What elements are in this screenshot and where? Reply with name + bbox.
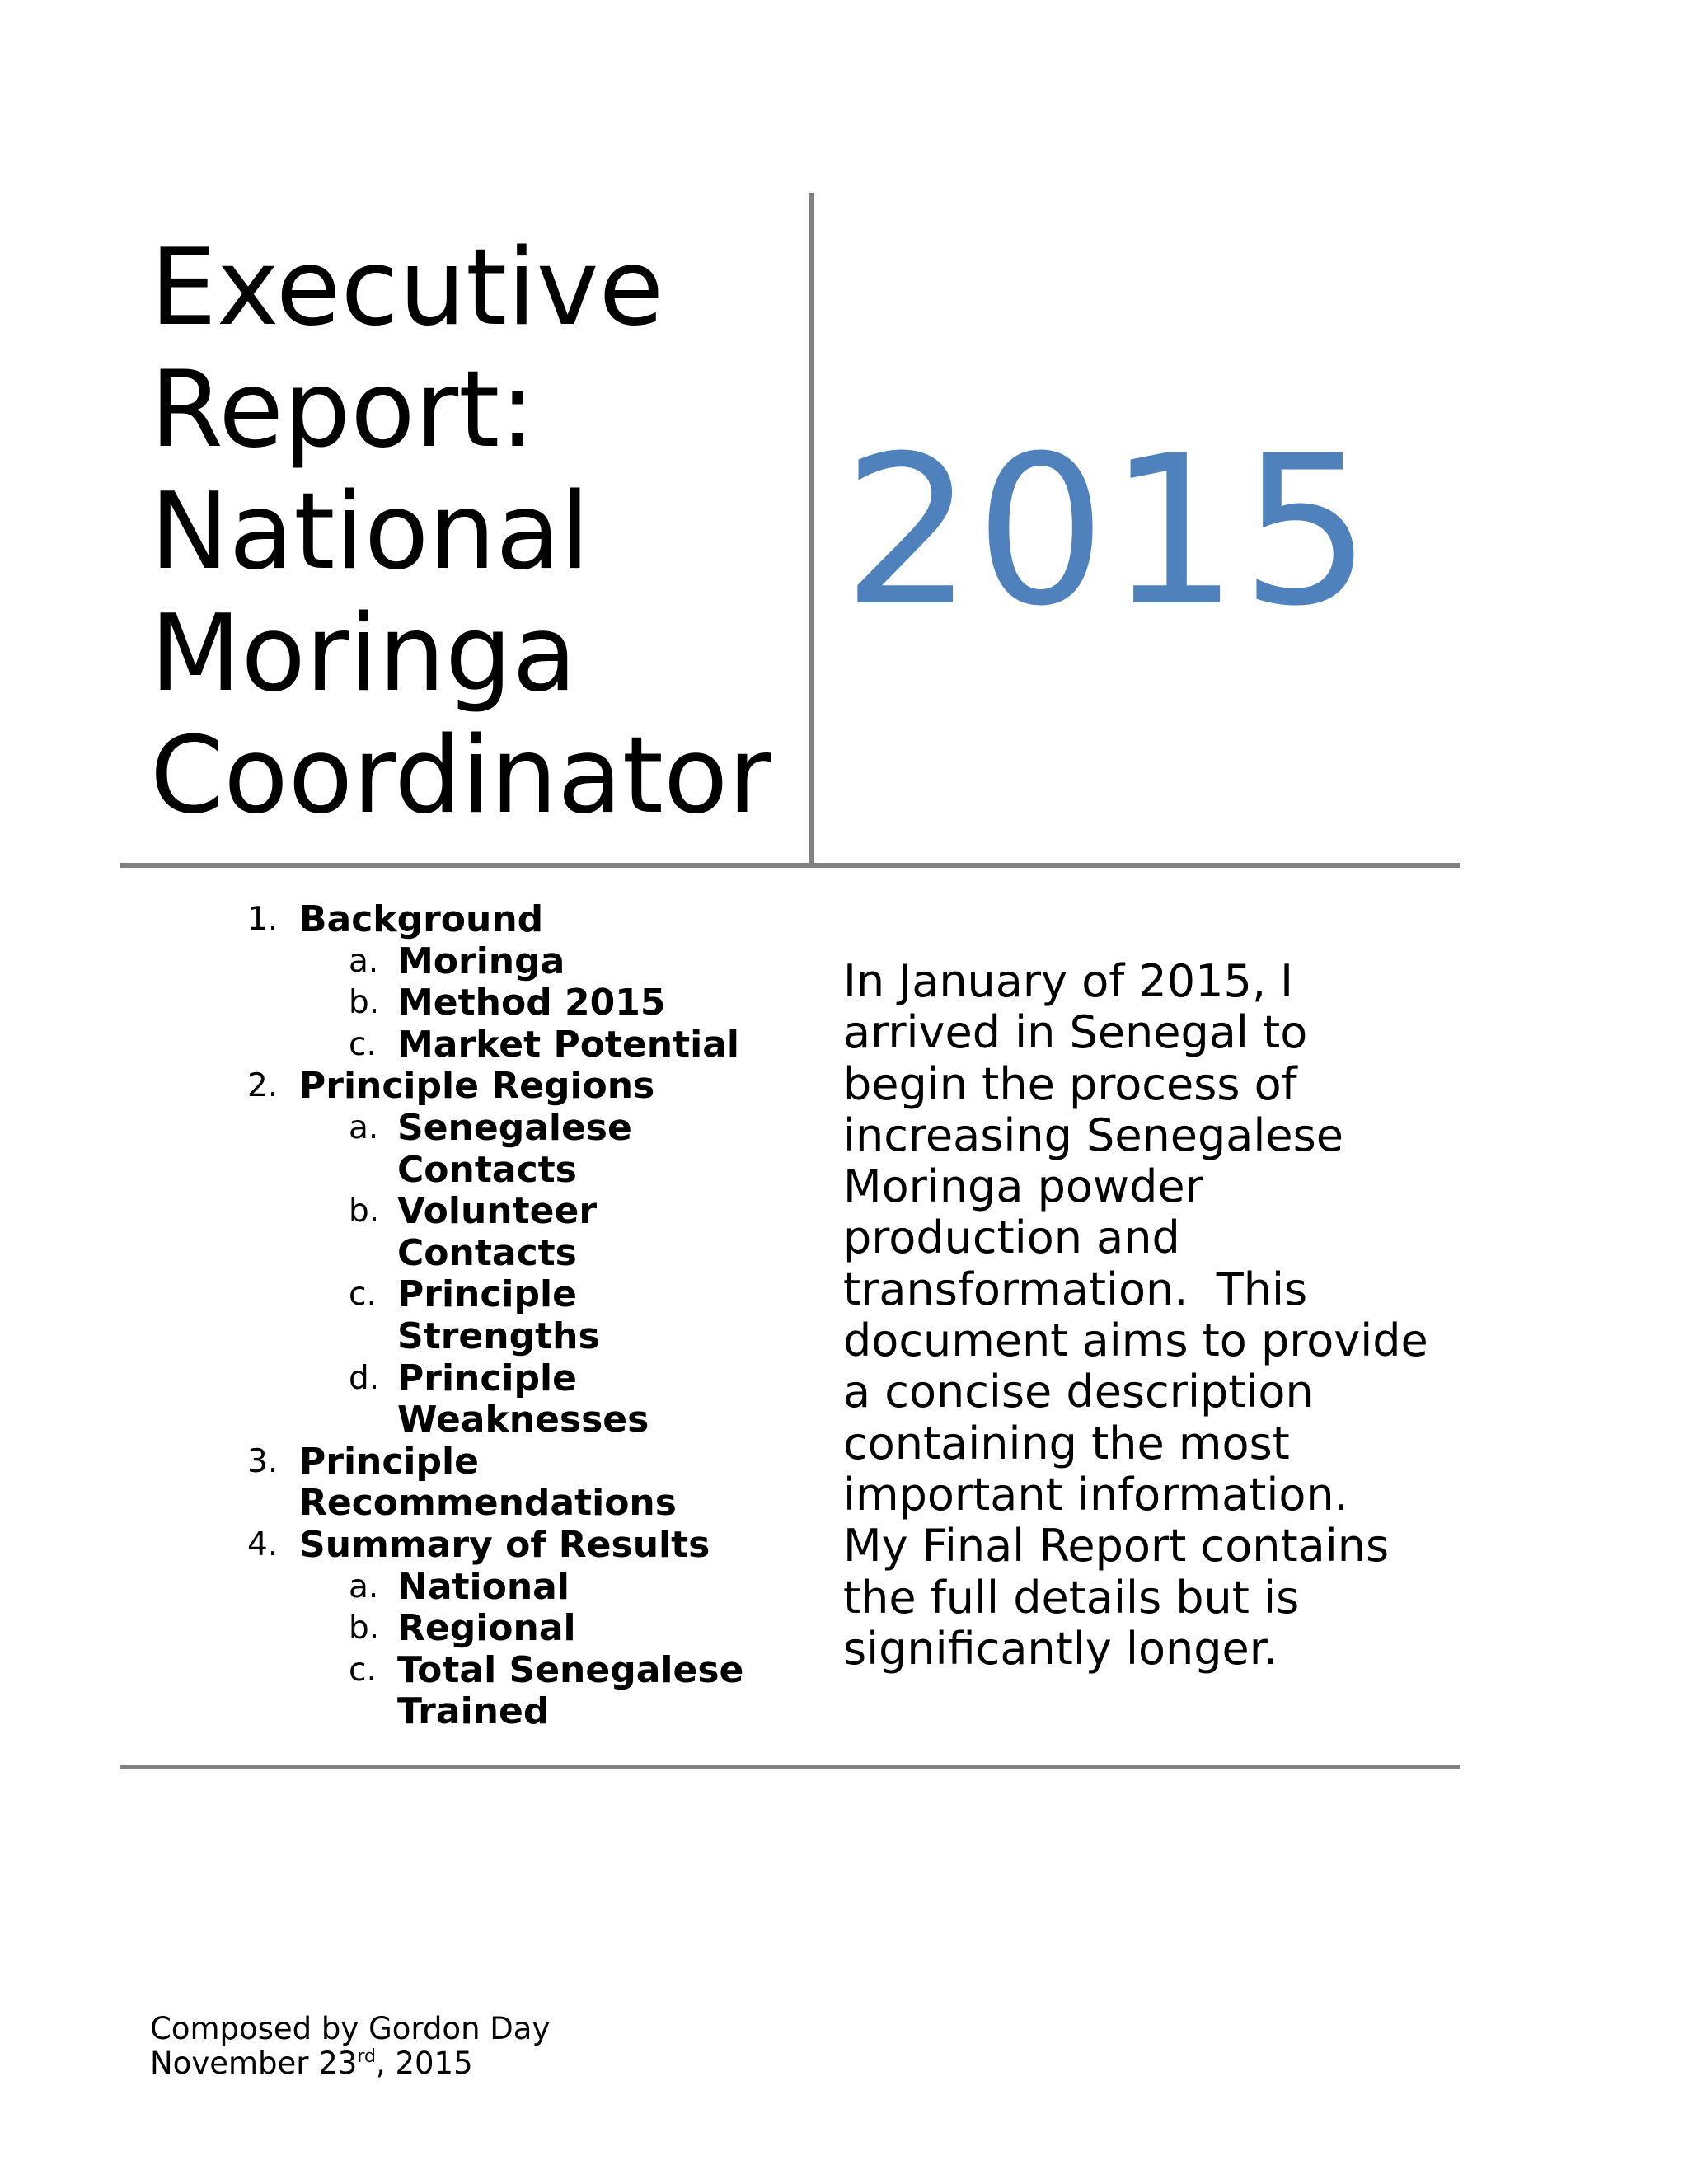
- summary-line: production and: [843, 1212, 1180, 1264]
- toc-subitem-label: National: [397, 1565, 570, 1608]
- toc-subitem-label: Senegalese Contacts: [397, 1106, 632, 1191]
- toc-subitem-letter: c.: [349, 1651, 377, 1689]
- toc-subitem-letter: a.: [349, 1108, 379, 1146]
- toc-subitem: [243, 982, 787, 1024]
- date-rest: , 2015: [375, 2046, 473, 2081]
- bottom-horizontal-rule: [120, 1765, 1460, 1769]
- toc-subitem-label: Market Potential: [397, 1023, 740, 1066]
- footer: [150, 2012, 550, 2081]
- title-line: Report:: [150, 349, 536, 471]
- date-line: [150, 2046, 550, 2081]
- summary-line: significantly longer.: [843, 1622, 1278, 1675]
- toc-subitem-label: Moringa: [397, 940, 565, 982]
- date-prefix: November 23: [150, 2046, 358, 2081]
- summary-line: containing the most: [843, 1417, 1290, 1469]
- summary-line: the full details but is: [843, 1571, 1300, 1624]
- toc-subitem-label: Regional: [397, 1607, 576, 1650]
- toc-subitem-label: Principle Weaknesses: [397, 1357, 649, 1441]
- toc-subitem-letter: b.: [349, 1193, 380, 1230]
- toc-subitem: [243, 1024, 787, 1066]
- summary-line: In January of 2015, I: [843, 955, 1294, 1007]
- author-line: Composed by Gordon Day: [150, 2011, 551, 2046]
- toc-subitem-letter: a.: [349, 942, 379, 980]
- summary-line: important information.: [843, 1468, 1348, 1521]
- summary-line: Moringa powder: [843, 1160, 1203, 1213]
- toc-subitem: [243, 1274, 787, 1357]
- vertical-divider: [809, 193, 814, 865]
- toc-subitem: [243, 1191, 787, 1274]
- toc-subitem: [243, 1567, 787, 1609]
- summary-line: a concise description: [843, 1366, 1314, 1418]
- toc-subitem-letter: a.: [349, 1568, 379, 1605]
- toc-subitem: [243, 1358, 787, 1441]
- toc-item-number: 4.: [247, 1526, 279, 1563]
- toc-subitem-letter: b.: [349, 1610, 380, 1647]
- toc-subitem-label: Total Senegalese Trained: [397, 1648, 744, 1733]
- toc-item-label: Principle Recommendations: [299, 1440, 677, 1525]
- top-horizontal-rule: [120, 863, 1460, 868]
- toc-subitem-letter: d.: [349, 1359, 380, 1397]
- report-year: 2015: [842, 411, 1374, 651]
- toc-subitem: [243, 1650, 787, 1733]
- summary-line: transformation. This: [843, 1263, 1308, 1315]
- toc-item-label: Summary of Results: [299, 1523, 710, 1566]
- toc-item-number: 3.: [247, 1442, 279, 1480]
- title-line: National: [150, 471, 590, 593]
- toc-subitem-label: Principle Strengths: [397, 1273, 600, 1357]
- toc-item-number: 2.: [247, 1067, 279, 1105]
- toc-subitem: [243, 1608, 787, 1650]
- toc-subitem-label: Method 2015: [397, 982, 666, 1024]
- summary-line: My Final Report contains: [843, 1520, 1390, 1572]
- toc-item: [243, 1441, 787, 1525]
- table-of-contents: [243, 899, 787, 1733]
- toc-item: [243, 899, 787, 941]
- title-line: Executive: [150, 227, 664, 349]
- summary-line: begin the process of: [843, 1057, 1297, 1110]
- toc-item: [243, 1525, 787, 1567]
- date-ordinal-suffix: rd: [357, 2046, 376, 2067]
- summary-paragraph: [843, 956, 1453, 1675]
- toc-item-label: Principle Regions: [299, 1065, 655, 1108]
- toc-subitem: [243, 941, 787, 983]
- toc-subitem-letter: b.: [349, 984, 380, 1022]
- summary-line: increasing Senegalese: [843, 1108, 1343, 1161]
- toc-subitem-label: Volunteer Contacts: [397, 1190, 598, 1274]
- toc-subitem-letter: c.: [349, 1025, 377, 1063]
- summary-line: document aims to provide: [843, 1315, 1428, 1367]
- title-line: Coordinator: [150, 715, 771, 837]
- report-title: [150, 227, 771, 837]
- toc-subitem: [243, 1108, 787, 1191]
- toc-subitem-letter: c.: [349, 1276, 377, 1314]
- toc-item: [243, 1066, 787, 1108]
- toc-item-label: Background: [299, 898, 544, 940]
- toc-item-number: 1.: [247, 901, 279, 938]
- title-line: Moringa: [150, 593, 577, 715]
- summary-line: arrived in Senegal to: [843, 1006, 1308, 1059]
